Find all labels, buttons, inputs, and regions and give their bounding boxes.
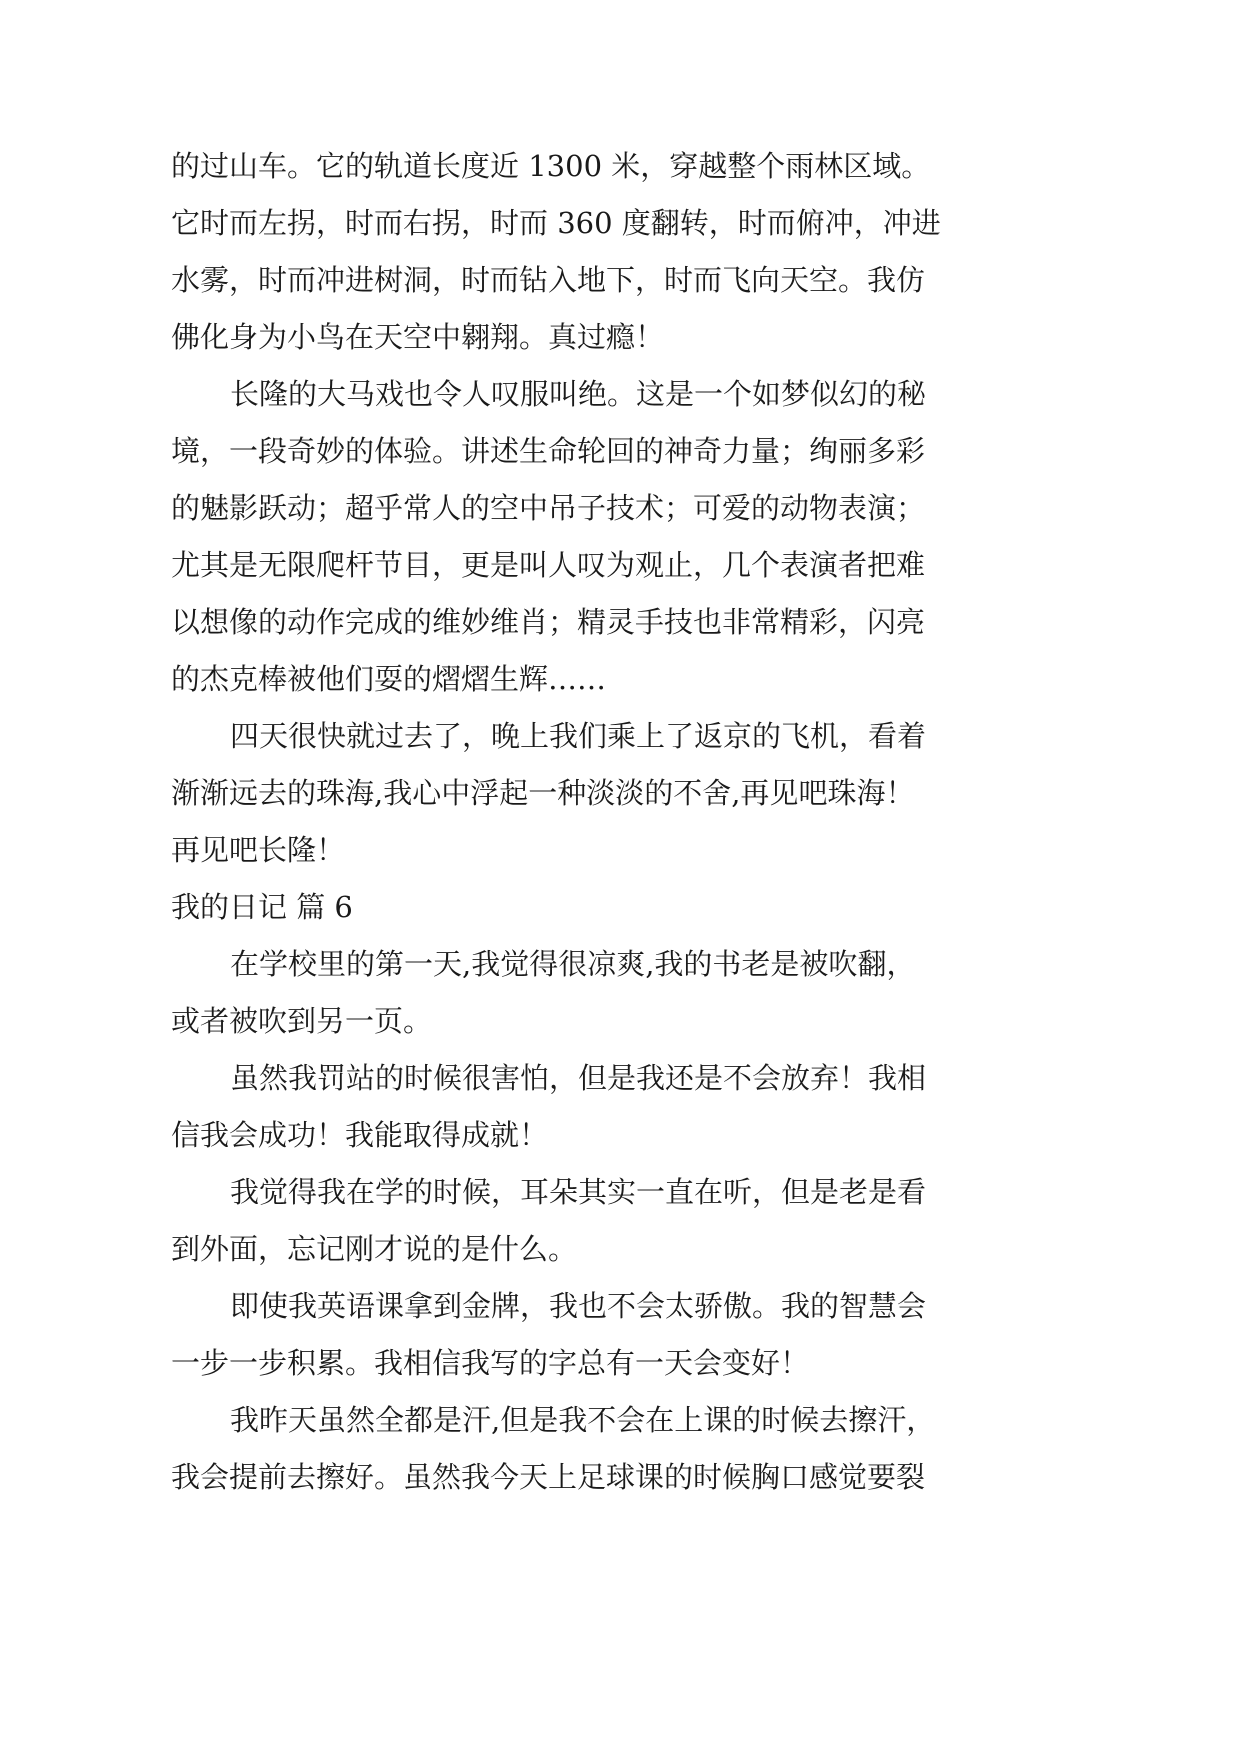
line-text: 渐渐远去的珠海,我心中浮起一种淡淡的不舍,再见吧珠海！	[171, 776, 915, 810]
line-text: 在学校里的第一天,我觉得很凉爽,我的书老是被吹翻，	[230, 947, 916, 981]
line-text: 我觉得我在学的时候，耳朵其实一直在听，但是老是看	[230, 1175, 927, 1209]
line-text: 水雾，时而冲进树洞，时而钻入地下，时而飞向天空。我仿	[171, 263, 926, 297]
line-text: 信我会成功！我能取得成就！	[171, 1118, 549, 1152]
line-text: 即使我英语课拿到金牌，我也不会太骄傲。我的智慧会	[230, 1289, 927, 1323]
text-line	[0, 1447, 1241, 1507]
text-line	[0, 307, 1241, 367]
line-text: 再见吧长隆！	[171, 833, 346, 867]
text-line	[0, 991, 1241, 1051]
line-text: 境，一段奇妙的体验。讲述生命轮回的神奇力量；绚丽多彩	[171, 434, 926, 468]
line-text: 的杰克棒被他们耍的熠熠生辉……	[171, 662, 607, 696]
text-line	[0, 478, 1241, 538]
line-text: 虽然我罚站的时候很害怕，但是我还是不会放弃！我相	[230, 1061, 927, 1095]
line-text: 四天很快就过去了，晚上我们乘上了返京的飞机，看着	[230, 719, 927, 753]
line-text: 或者被吹到另一页。	[171, 1004, 433, 1038]
text-line	[0, 763, 1241, 823]
line-text: 长隆的大马戏也令人叹服叫绝。这是一个如梦似幻的秘	[230, 377, 927, 411]
text-line	[0, 649, 1241, 709]
paragraph-start-line	[0, 1162, 1241, 1222]
text-line	[0, 1333, 1241, 1393]
section-heading	[0, 877, 1241, 937]
text-line	[0, 136, 1241, 196]
text-line	[0, 421, 1241, 481]
paragraph-start-line	[0, 706, 1241, 766]
line-text: 的魅影跃动；超乎常人的空中吊子技术；可爱的动物表演；	[171, 491, 926, 525]
paragraph-start-line	[0, 1048, 1241, 1108]
text-line	[0, 250, 1241, 310]
text-line	[0, 193, 1241, 253]
line-text: 我昨天虽然全都是汗,但是我不会在上课的时候去擦汗，	[230, 1403, 936, 1437]
line-text: 佛化身为小鸟在天空中翱翔。真过瘾！	[171, 320, 665, 354]
line-text: 一步一步积累。我相信我写的字总有一天会变好！	[171, 1346, 810, 1380]
line-text: 尤其是无限爬杆节目，更是叫人叹为观止，几个表演者把难	[171, 548, 926, 582]
line-text: 我会提前去擦好。虽然我今天上足球课的时候胸口感觉要裂	[171, 1460, 926, 1494]
text-line	[0, 535, 1241, 595]
section-heading-text: 我的日记 篇 6	[171, 890, 353, 924]
text-line	[0, 820, 1241, 880]
paragraph-start-line	[0, 364, 1241, 424]
paragraph-start-line	[0, 1390, 1241, 1450]
text-line	[0, 592, 1241, 652]
line-text: 到外面，忘记刚才说的是什么。	[171, 1232, 578, 1266]
paragraph-start-line	[0, 934, 1241, 994]
line-text: 的过山车。它的轨道长度近 1300 米，穿越整个雨林区域。	[171, 149, 931, 183]
paragraph-start-line	[0, 1276, 1241, 1336]
line-text: 以想像的动作完成的维妙维肖；精灵手技也非常精彩，闪亮	[171, 605, 926, 639]
text-line	[0, 1105, 1241, 1165]
text-line	[0, 1219, 1241, 1279]
line-text: 它时而左拐，时而右拐，时而 360 度翻转，时而俯冲，冲进	[171, 206, 941, 240]
